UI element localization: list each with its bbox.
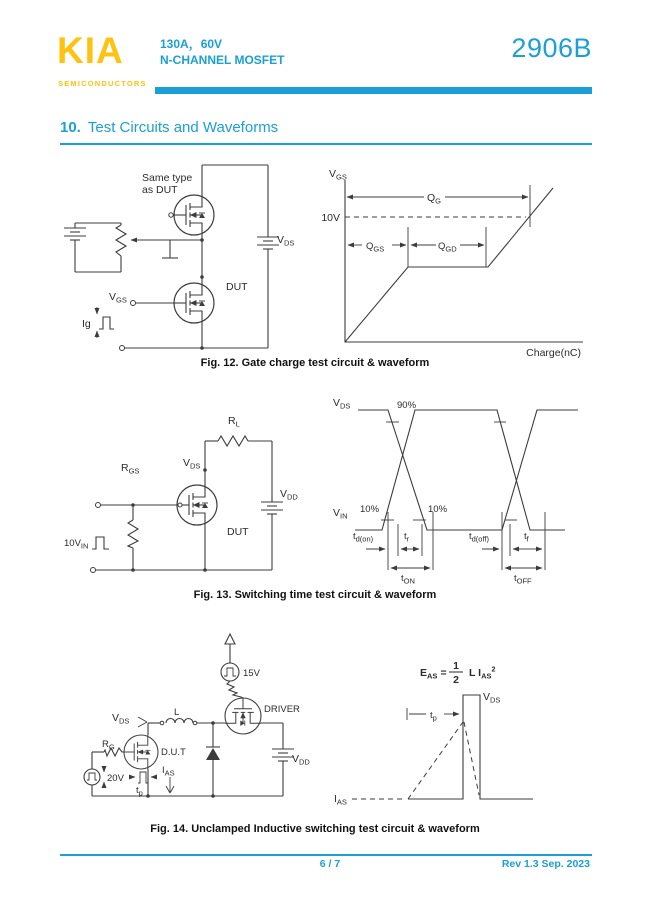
eas-formula-rhs: L $I_{AS}^2$	[469, 666, 496, 681]
tf-label: $t_f$	[524, 531, 529, 544]
dut-label: D.U.T	[161, 747, 186, 758]
qgs-label: $Q_{GS}$	[366, 241, 385, 254]
rl-resistor-symbol	[218, 436, 248, 446]
dut-label: DUT	[226, 281, 248, 293]
ig-pulse-glyph	[99, 317, 114, 329]
gate-pulse-source	[84, 769, 100, 785]
dut-mosfet-symbol	[124, 735, 158, 769]
charge-axis-label: Charge(nC)	[526, 347, 581, 359]
rgs-label: $R_{GS}$	[121, 462, 140, 476]
rg-label: $R_G$	[102, 739, 115, 752]
ias-label: $I_{AS}$	[162, 765, 175, 778]
vds-label: $V_{DS}$	[112, 712, 130, 726]
device-rating: 130A，60V	[160, 37, 223, 51]
ig-label: Ig	[82, 318, 91, 330]
page-number: 6 / 7	[319, 858, 341, 870]
dut-mosfet-symbol	[177, 485, 217, 525]
vds-label: $V_{DS}$	[277, 234, 295, 248]
upper-mosfet-symbol	[174, 195, 214, 235]
vin-trace-label: $V_{IN}$	[333, 507, 348, 521]
driver-pulse-source	[221, 663, 239, 681]
vdd-battery-symbol	[272, 749, 294, 761]
ias-baseline-label: $I_{AS}$	[334, 793, 347, 807]
vds-label: $V_{DS}$	[183, 457, 201, 471]
vdd-label: $V_{DD}$	[280, 488, 298, 502]
driver-label: DRIVER	[264, 704, 300, 715]
fig14-uis-waveform	[334, 660, 533, 807]
fig12-gate-charge-circuit	[64, 165, 294, 351]
td-off-label: $t_{d(off)}$	[469, 531, 490, 544]
fig13-caption: Fig. 13. Switching time test circuit & waveform	[193, 589, 437, 601]
vdd-label: $V_{DD}$	[292, 753, 310, 767]
fig14-uis-circuit	[84, 634, 310, 798]
vdd-battery-symbol	[261, 502, 283, 514]
section-title-text: Test Circuits and Waveforms	[87, 119, 279, 136]
vds-pulse-label: $V_{DS}$	[483, 691, 501, 705]
ias-fall-trace	[464, 722, 479, 795]
ias-rise-trace	[408, 722, 463, 799]
logo-subtext: SEMICONDUCTORS	[58, 79, 147, 88]
vds-pulse-trace	[408, 695, 533, 799]
ten-volt-level-label: 10V	[321, 212, 340, 224]
kia-logo: KIA	[57, 30, 124, 71]
part-number: 2906B	[511, 33, 592, 63]
diode-symbol	[206, 748, 220, 760]
fig14-caption: Fig. 14. Unclamped Inductive switching test circuit & waveform	[150, 823, 480, 835]
tr-label: $t_r$	[404, 531, 410, 544]
rl-label: $R_L$	[228, 415, 240, 429]
input-pulse-glyph	[92, 537, 109, 549]
vin-trace	[355, 410, 565, 530]
qg-label: $Q_G$	[427, 192, 442, 206]
same-type-label-line1: Same type	[142, 172, 193, 184]
ten-percent-left-label: 10%	[360, 504, 380, 515]
formula-numerator: 1	[453, 660, 459, 672]
dut-label: DUT	[227, 526, 249, 538]
fifteen-volt-label: 15V	[243, 668, 260, 679]
potentiometer-symbol	[116, 225, 126, 256]
ten-percent-right-label: 10%	[428, 504, 448, 515]
fig12-gate-charge-waveform	[321, 168, 583, 359]
vgs-label: $V_{GS}$	[109, 291, 127, 305]
fig13-switching-time-circuit	[64, 415, 298, 573]
formula-denominator: 2	[453, 674, 459, 686]
vin-label: $10V_{IN}$	[64, 538, 89, 551]
ninety-percent-label: 90%	[397, 400, 417, 411]
same-type-label-line2: as DUT	[142, 184, 178, 196]
bias-battery-symbol	[64, 228, 86, 240]
footer-divider	[60, 854, 592, 856]
revision-label: Rev 1.3 Sep. 2023	[501, 858, 590, 870]
rgs-resistor-symbol	[128, 520, 138, 548]
vds-battery-symbol	[257, 237, 279, 249]
fig12-caption: Fig. 12. Gate charge test circuit & waveform	[200, 357, 430, 369]
driver-gate-resistor	[227, 681, 243, 698]
vds-trace-label: $V_{DS}$	[333, 397, 351, 411]
t-off-label: $t_{OFF}$	[514, 573, 532, 586]
section-number: 10.	[60, 119, 81, 136]
tp-span-label: $t_p$	[430, 710, 437, 723]
inductor-label: L	[174, 707, 180, 718]
inductor-symbol	[166, 719, 193, 724]
twenty-volt-label: 20V	[107, 773, 124, 784]
eas-formula-lhs: $E_{AS}$ =	[420, 667, 447, 681]
fig13-switching-waveform	[333, 397, 578, 586]
tp-label: $t_p$	[136, 785, 143, 798]
up-arrow-symbol	[225, 634, 235, 644]
qgd-label: $Q_{GD}$	[438, 241, 457, 254]
device-type: N-CHANNEL MOSFET	[160, 53, 285, 67]
dut-mosfet-symbol	[174, 283, 214, 323]
vgs-axis-label: $V_{GS}$	[329, 168, 347, 182]
t-on-label: $t_{ON}$	[401, 573, 415, 586]
driver-mosfet-symbol	[225, 698, 261, 734]
tp-pulse-glyph	[138, 772, 148, 783]
td-on-label: $t_{d(on)}$	[353, 531, 374, 544]
